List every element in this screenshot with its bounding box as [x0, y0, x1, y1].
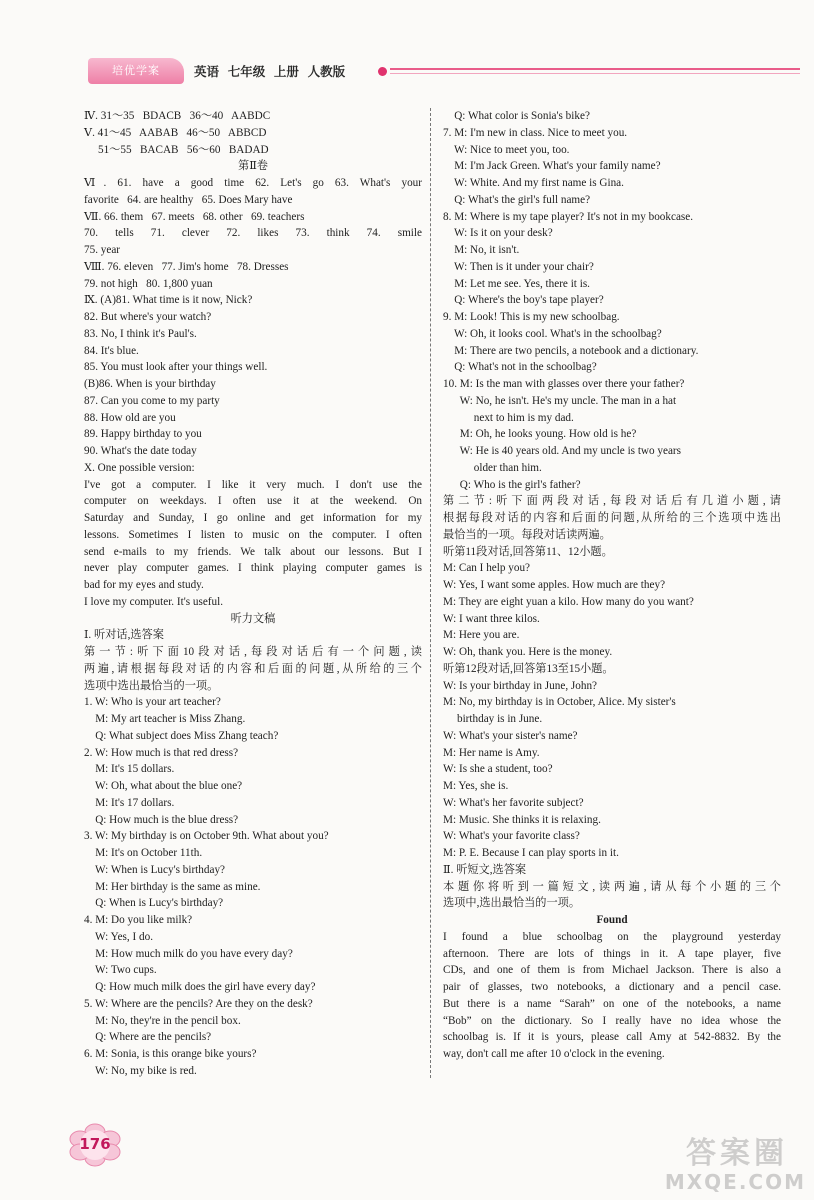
header-rule — [390, 68, 800, 70]
text-line: 1. W: Who is your art teacher? — [84, 696, 221, 709]
text-line: W: Is she a student, too? — [443, 763, 553, 776]
text-line: W: Then is it under your chair? — [443, 260, 594, 273]
text-line: M: Let me see. Yes, there it is. — [443, 277, 590, 290]
text-line: W: I want three kilos. — [443, 612, 540, 625]
text-line: 最恰当的一项。每段对话读两遍。 — [443, 528, 611, 541]
text-line: 选项中,选出最恰当的一项。 — [443, 897, 581, 910]
text-line: W: What's your favorite class? — [443, 830, 580, 843]
text-line: Q: How much milk does the girl have every day? — [84, 981, 316, 993]
text-line: Ⅳ. 31～35 BDACB 36～40 AABDC — [84, 110, 271, 122]
column-divider — [430, 108, 431, 1078]
text-line: Ⅰ. 听对话,选答案 — [84, 629, 164, 642]
text-line: W: Nice to meet you, too. — [443, 143, 570, 156]
text-line: Q: How much is the blue dress? — [84, 813, 239, 826]
page-number-badge — [68, 1123, 122, 1167]
text-line: W: Oh, what about the blue one? — [84, 780, 243, 792]
header-tab-label: 培优学案 — [88, 58, 184, 84]
text-line: favorite 64. are healthy 65. Does Mary have — [84, 193, 293, 206]
text-line: birthday is in June. — [443, 713, 543, 725]
text-line: M: Yes, she is. — [443, 780, 509, 792]
text-line: W: Is it on your desk? — [443, 227, 553, 240]
text-line: way, don't call me after 10 o'clock in the evening. — [443, 1048, 665, 1060]
text-line: 3. W: My birthday is on October 9th. What about you? — [84, 830, 329, 843]
text-line: W: He is 40 years old. And my uncle is two years — [443, 445, 682, 457]
text-line: X. One possible version: — [84, 461, 195, 474]
text-line: M: I'm Jack Green. What's your family name? — [443, 160, 661, 173]
text-line: M: Here you are. — [443, 629, 520, 642]
text-line: 听第12段对话,回答第13至15小题。 — [443, 662, 614, 675]
text-line: M: No, it isn't. — [443, 244, 520, 256]
text-line: Q: What's the girl's full name? — [443, 193, 591, 206]
text-line: I love my computer. It's useful. — [84, 595, 224, 608]
text-line: M: P. E. Because I can play sports in it. — [443, 847, 619, 859]
text-line: 7. M: I'm new in class. Nice to meet you. — [443, 126, 628, 139]
text-line: 10. M: Is the man with glasses over there your father? — [443, 378, 685, 390]
text-line: W: Oh, it looks cool. What's in the schoolbag? — [443, 327, 662, 340]
text-line: Q: What subject does Miss Zhang teach? — [84, 729, 279, 742]
left-column — [84, 108, 422, 1080]
text-line: W: No, he isn't. He's my uncle. The man in a hat — [443, 394, 677, 407]
text-line: W: White. And my first name is Gina. — [443, 177, 624, 189]
text-line: W: Is your birthday in June, John? — [443, 679, 598, 692]
text-line: M: Her name is Amy. — [443, 746, 540, 759]
text-line: M: There are two pencils, a notebook and a dictionary. — [443, 344, 699, 357]
text-line: W: Yes, I want some apples. How much are they? — [443, 579, 666, 591]
text-line: Q: When is Lucy's birthday? — [84, 897, 224, 910]
text-line: M: It's 15 dollars. — [84, 763, 175, 776]
text-line: 85. You must look after your things well. — [84, 361, 268, 374]
text-line: (B)86. When is your birthday — [84, 378, 216, 390]
header-dot-decoration — [378, 67, 387, 76]
text-line: But there is a name “Sarah” on one of the notebooks, a name — [443, 997, 781, 1010]
text-line: 听力文稿 — [230, 612, 276, 625]
text-line: “Bob” on the dictionary. So I really have no idea whose the — [443, 1014, 781, 1027]
text-line: M: Music. She thinks it is relaxing. — [443, 813, 601, 826]
header-title: 英语 七年级 上册 人教版 — [194, 64, 346, 79]
text-line: pair of glasses, two notebooks, a dictionary and a pencil case. — [443, 981, 781, 993]
text-line: Saturday and Sunday, I go online and get information for my — [84, 512, 422, 524]
text-line: 8. M: Where is my tape player? It's not in my bookcase. — [443, 210, 694, 223]
watermark — [630, 1124, 806, 1194]
watermark-site: MXQE.COM — [664, 1170, 806, 1194]
watermark-logo-text: 答案圈 — [686, 1136, 788, 1171]
page-number: 176 — [79, 1135, 111, 1153]
text-line: 70. tells 71. clever 72. likes 73. think 74. smile — [84, 227, 422, 240]
text-line: M: How much milk do you have every day? — [84, 947, 293, 960]
text-line: M: My art teacher is Miss Zhang. — [84, 713, 246, 725]
header-rule-thin — [390, 73, 800, 74]
text-line: bad for my eyes and study. — [84, 579, 204, 591]
text-line: W: No, my bike is red. — [84, 1064, 197, 1077]
text-line: send e-mails to my friends. We talk about our lessons. But I — [84, 545, 422, 558]
text-line: CDs, and one of them is from Michael Jackson. There is also a — [443, 964, 781, 977]
text-line: Q: What color is Sonia's bike? — [443, 110, 590, 122]
text-line: schoolbag is. If it is yours, please call Amy at 542-8832. By the — [443, 1031, 781, 1044]
text-line: Q: Where are the pencils? — [84, 1031, 212, 1044]
text-line: 51～55 BACAB 56～60 BADAD — [84, 143, 269, 156]
text-line: W: Yes, I do. — [84, 930, 153, 943]
text-line: 听第11段对话,回答第11、12小题。 — [443, 545, 613, 558]
right-column — [443, 108, 781, 1063]
text-line: Ⅴ. 41～45 AABAB 46～50 ABBCD — [84, 126, 267, 139]
text-line: 根据每段对话的内容和后面的问题,从所给的三个选项中选出 — [443, 512, 781, 524]
text-line: never play computer games. I think playing computer games is — [84, 562, 422, 575]
text-line: 6. M: Sonia, is this orange bike yours? — [84, 1048, 257, 1060]
text-line: 82. But where's your watch? — [84, 311, 212, 323]
text-line: computer on weekdays. I often use it at the weekend. On — [84, 495, 422, 508]
text-line: 89. Happy birthday to you — [84, 428, 202, 441]
text-line: 88. How old are you — [84, 411, 176, 424]
text-line: next to him is my dad. — [443, 411, 574, 424]
text-line: Ⅵ. 61. have a good time 62. Let's go 63. What's your — [84, 177, 422, 189]
text-line: 79. not high 80. 1,800 yuan — [84, 277, 213, 290]
text-line: W: What's your sister's name? — [443, 729, 578, 742]
text-line: 87. Can you come to my party — [84, 394, 220, 407]
text-line: 90. What's the date today — [84, 445, 197, 457]
text-line: W: When is Lucy's birthday? — [84, 863, 226, 876]
text-line: W: Two cups. — [84, 964, 157, 977]
text-line: 5. W: Where are the pencils? Are they on the desk? — [84, 997, 313, 1010]
text-line: Ⅷ. 76. eleven 77. Jim's home 78. Dresses — [84, 260, 289, 273]
text-line: 选项中选出最恰当的一项。 — [84, 679, 219, 692]
text-line: M: It's 17 dollars. — [84, 796, 175, 809]
text-line: M: Oh, he looks young. How old is he? — [443, 428, 637, 441]
text-line: 两遍,请根据每段对话的内容和后面的问题,从所给的三个 — [84, 662, 422, 675]
text-line: W: Oh, thank you. Here is the money. — [443, 646, 613, 658]
text-line: Found — [596, 914, 628, 926]
text-line: 2. W: How much is that red dress? — [84, 746, 239, 759]
text-line: Ⅸ. (A)81. What time is it now, Nick? — [84, 294, 253, 307]
text-line: 84. It's blue. — [84, 344, 139, 357]
text-line: M: No, my birthday is in October, Alice. My sister's — [443, 696, 676, 709]
text-line: M: Can I help you? — [443, 562, 530, 575]
text-line: Q: Who is the girl's father? — [443, 478, 581, 491]
text-line: 9. M: Look! This is my new schoolbag. — [443, 311, 620, 323]
text-line: 本题你将听到一篇短文,读两遍,请从每个小题的三个 — [443, 880, 781, 893]
text-line: W: What's her favorite subject? — [443, 796, 584, 809]
text-line: Ⅱ. 听短文,选答案 — [443, 863, 527, 876]
text-line: 第二节:听下面两段对话,每段对话后有几道小题,请 — [443, 495, 781, 508]
page-header — [88, 52, 808, 86]
text-line: Q: Where's the boy's tape player? — [443, 294, 604, 307]
text-line: 第Ⅱ卷 — [238, 160, 268, 173]
text-line: M: No, they're in the pencil box. — [84, 1014, 241, 1027]
text-line: M: Her birthday is the same as mine. — [84, 880, 261, 893]
text-line: M: It's on October 11th. — [84, 847, 203, 859]
text-line: Ⅶ. 66. them 67. meets 68. other 69. teachers — [84, 210, 305, 223]
text-line: lessons. Sometimes I listen to music on the computer. I often — [84, 528, 422, 541]
text-line: older than him. — [443, 461, 542, 474]
text-line: 83. No, I think it's Paul's. — [84, 327, 197, 340]
text-line: 75. year — [84, 244, 121, 256]
text-line: I found a blue schoolbag on the playground yesterday — [443, 930, 781, 943]
text-line: Q: What's not in the schoolbag? — [443, 361, 597, 374]
text-line: afternoon. There are lots of things in it. A tape player, five — [443, 947, 781, 960]
text-line: 第一节:听下面10段对话,每段对话后有一个问题,读 — [84, 646, 422, 658]
text-line: M: They are eight yuan a kilo. How many do you want? — [443, 595, 694, 608]
text-line: 4. M: Do you like milk? — [84, 914, 193, 926]
text-line: I've got a computer. I like it very much. I don't use the — [84, 478, 422, 491]
